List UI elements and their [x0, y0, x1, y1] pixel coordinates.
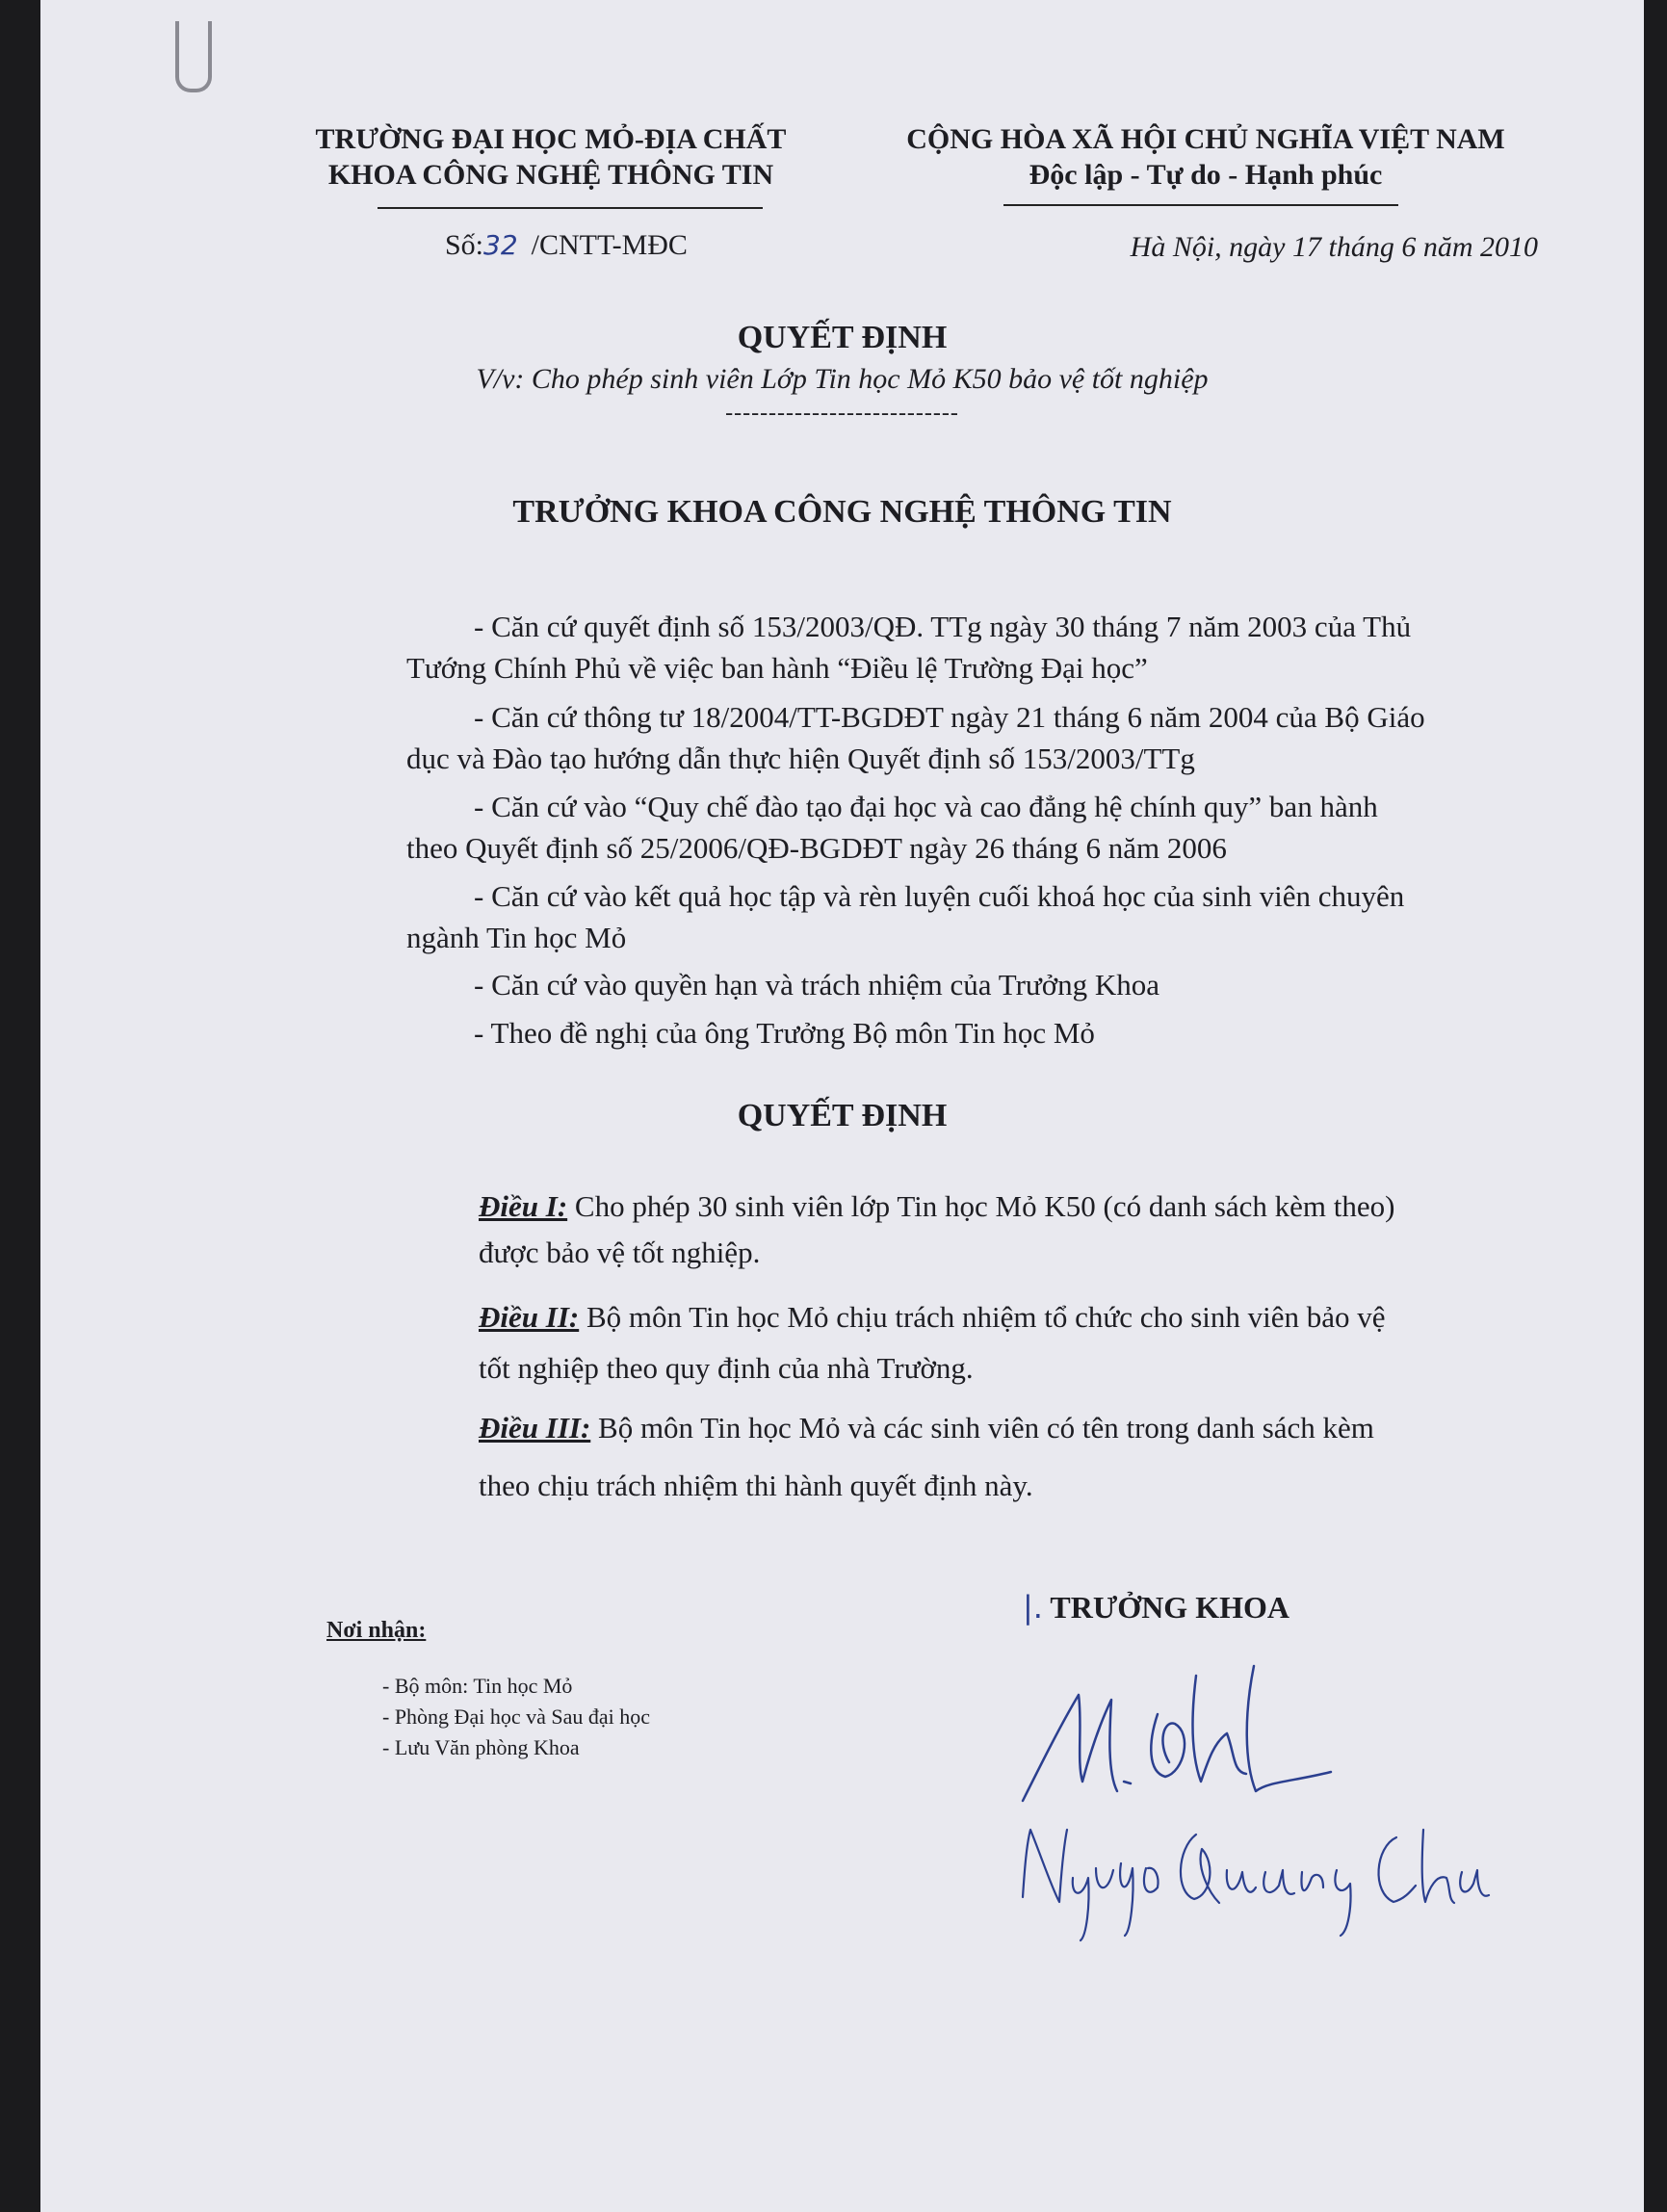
recipient-item: - Phòng Đại học và Sau đại học — [382, 1705, 650, 1729]
left-header-rule — [378, 207, 763, 209]
issuing-authority: TRƯỞNG KHOA CÔNG NGHỆ THÔNG TIN — [512, 494, 1172, 530]
title-separator: --------------------------- — [725, 401, 959, 426]
paper-clip — [175, 21, 212, 92]
article-2-label: Điều II: — [479, 1300, 580, 1334]
basis-line: dục và Đào tạo hướng dẫn thực hiện Quyết định số 153/2003/TTg — [406, 742, 1195, 775]
basis-line: - Căn cứ thông tư 18/2004/TT-BGDĐT ngày 21 tháng 6 năm 2004 của Bộ Giáo — [474, 700, 1425, 734]
country-name: CỘNG HÒA XÃ HỘI CHỦ NGHĨA VIỆT NAM — [906, 123, 1505, 155]
article-1-label: Điều I: — [479, 1189, 568, 1223]
article-1-line1 — [479, 1189, 1394, 1224]
article-1-line2: được bảo vệ tốt nghiệp. — [479, 1236, 761, 1269]
document-number — [445, 229, 688, 262]
basis-line: - Căn cứ quyết định số 153/2003/QĐ. TTg ngày 30 tháng 7 năm 2003 của Thủ — [474, 610, 1412, 643]
national-motto: Độc lập - Tự do - Hạnh phúc — [1029, 159, 1383, 191]
document-title: QUYẾT ĐỊNH — [737, 320, 948, 355]
basis-line: - Căn cứ vào “Quy chế đào tạo đại học và cao đẳng hệ chính quy” ban hành — [474, 790, 1378, 823]
decision-title: QUYẾT ĐỊNH — [737, 1098, 948, 1133]
recipients-heading: Nơi nhận: — [326, 1618, 427, 1643]
basis-line: theo Quyết định số 25/2006/QĐ-BGDĐT ngày 26 tháng 6 năm 2006 — [406, 831, 1227, 865]
recipient-item: - Lưu Văn phòng Khoa — [382, 1735, 580, 1759]
right-header-rule — [1003, 204, 1398, 206]
basis-line: - Căn cứ vào kết quả học tập và rèn luyện cuối khoá học của sinh viên chuyên — [474, 879, 1405, 913]
article-2-line2: tốt nghiệp theo quy định của nhà Trường. — [479, 1351, 974, 1385]
university-name: TRƯỜNG ĐẠI HỌC MỎ-ĐỊA CHẤT — [315, 123, 787, 155]
faculty-name: KHOA CÔNG NGHỆ THÔNG TIN — [327, 159, 774, 191]
number-suffix: /CNTT-MĐC — [531, 229, 688, 261]
article-3-label: Điều III: — [479, 1411, 591, 1444]
handwritten-signature — [1003, 1656, 1408, 1820]
number-handwritten: 32 — [483, 229, 518, 261]
article-1-text: Cho phép 30 sinh viên lớp Tin học Mỏ K50 (có danh sách kèm theo) — [574, 1189, 1395, 1223]
signature-title-text: TRƯỞNG KHOA — [1050, 1590, 1289, 1625]
basis-line: Tướng Chính Phủ về việc ban hành “Điều lệ Trường Đại học” — [406, 651, 1148, 685]
handwritten-name — [1013, 1810, 1495, 1945]
recipient-item: - Bộ môn: Tin học Mỏ — [382, 1674, 573, 1698]
basis-line: ngành Tin học Mỏ — [406, 921, 627, 954]
article-3-line1 — [479, 1411, 1374, 1445]
document-page — [40, 0, 1644, 2212]
number-prefix: Số: — [445, 229, 484, 261]
article-2-text: Bộ môn Tin học Mỏ chịu trách nhiệm tổ chức cho sinh viên bảo vệ — [586, 1300, 1386, 1334]
basis-line: - Theo đề nghị của ông Trưởng Bộ môn Tin học Mỏ — [474, 1016, 1095, 1050]
article-2-line1 — [479, 1300, 1386, 1335]
article-3-line2: theo chịu trách nhiệm thi hành quyết định này. — [479, 1469, 1033, 1502]
signature-prefix-mark: |. — [1023, 1589, 1043, 1626]
document-subject: V/v: Cho phép sinh viên Lớp Tin học Mỏ K50 bảo vệ tốt nghiệp — [476, 363, 1209, 395]
basis-line: - Căn cứ vào quyền hạn và trách nhiệm của Trưởng Khoa — [474, 968, 1160, 1002]
signature-title — [1023, 1589, 1289, 1626]
place-and-date: Hà Nội, ngày 17 tháng 6 năm 2010 — [1130, 231, 1538, 263]
article-3-text: Bộ môn Tin học Mỏ và các sinh viên có tên trong danh sách kèm — [598, 1411, 1374, 1444]
